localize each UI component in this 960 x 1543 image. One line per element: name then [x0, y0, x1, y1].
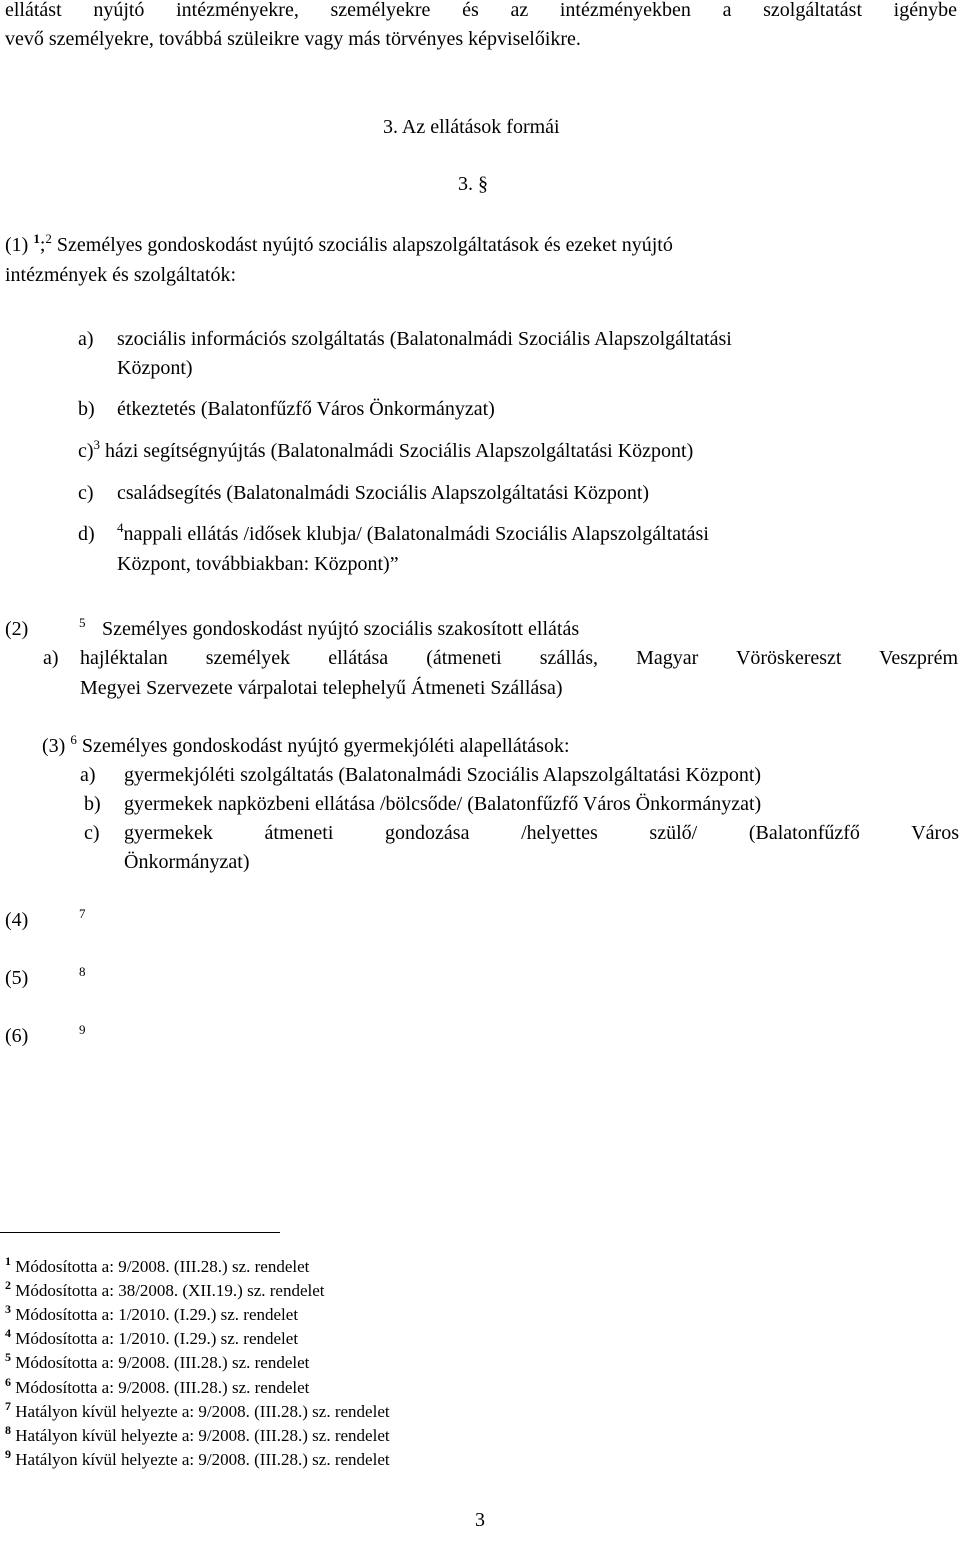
p2-item-a-line-2: Megyei Szervezete várpalotai telephelyű Átmeneti Szállása)	[80, 677, 563, 699]
footnote-number: 8	[5, 1423, 11, 1437]
footnote-number: 3	[5, 1302, 11, 1316]
p1-item-a-line-2: Központ)	[117, 357, 193, 379]
p3-item-b-letter: b)	[84, 793, 101, 815]
p1-item-a-letter: a)	[78, 328, 94, 350]
footnote-number: 9	[5, 1447, 11, 1461]
p1-item-d-line-1	[117, 522, 709, 546]
p3-number: (3)	[42, 735, 66, 757]
intro-line-2: vevő személyekre, továbbá szüleikre vagy más törvényes képviselőikre.	[5, 28, 581, 50]
p1-item-d-line-2: Központ, továbbiakban: Központ)”	[117, 553, 399, 575]
paragraph-mark: 3. §	[458, 173, 488, 195]
footnote-ref-2[interactable]: 2	[45, 231, 52, 246]
footnote-text: Hatályon kívül helyezte a: 9/2008. (III.28.) sz. rendelet	[15, 1450, 390, 1469]
p5-number: (5)	[5, 967, 29, 989]
footnote-number: 7	[5, 1399, 11, 1413]
section-heading: 3. Az ellátások formái	[383, 116, 560, 138]
p1-line-2: intézmények és szolgáltatók:	[5, 264, 237, 286]
p6-number: (6)	[5, 1025, 29, 1047]
footnote-text: Módosította a: 9/2008. (III.28.) sz. rendelet	[15, 1353, 310, 1372]
p2-text: Személyes gondoskodást nyújtó szociális szakosított ellátás	[102, 618, 580, 640]
p1-line-1	[5, 233, 673, 257]
footnote-ref-5[interactable]: 5	[79, 615, 86, 630]
p3-line	[42, 734, 570, 758]
footnote	[5, 1423, 390, 1446]
footnote-ref-4[interactable]: 4	[117, 520, 124, 535]
p3-item-b-text: gyermekek napközbeni ellátása /bölcsőde/ (Balatonfűzfő Város Önkormányzat)	[124, 793, 762, 815]
p1-item-d-text-1: nappali ellátás /idősek klubja/ (Balatonalmádi Szociális Alapszolgáltatási	[123, 523, 709, 545]
footnote	[5, 1399, 390, 1422]
intro-line-1: ellátást nyújtó intézményekre, személyekre és az intézményekben a szolgáltatást igénybe	[5, 0, 957, 21]
p4-sup-wrap	[79, 908, 86, 932]
p1-item-b-text: étkeztetés (Balatonfűzfő Város Önkormányzat)	[117, 398, 495, 420]
footnote-ref-9[interactable]: 9	[79, 1022, 86, 1037]
p3-item-c-line-1: gyermekek átmeneti gondozása /helyettes szülő/ (Balatonfűzfő Város	[124, 822, 959, 844]
footnote	[5, 1447, 390, 1470]
footnote	[5, 1302, 299, 1325]
p3-item-c-line-2: Önkormányzat)	[124, 851, 250, 873]
p1-item-a-line-1: szociális információs szolgáltatás (Balatonalmádi Szociális Alapszolgáltatási	[117, 328, 732, 350]
p1-item-c2-letter: c)	[78, 482, 94, 504]
footnote-ref-3[interactable]: 3	[93, 437, 101, 452]
footnote-text: Módosította a: 9/2008. (III.28.) sz. rendelet	[15, 1378, 310, 1397]
p4-number: (4)	[5, 909, 29, 931]
p5-sup-wrap	[79, 966, 86, 990]
footnote-number: 2	[5, 1278, 11, 1292]
p1-item-d-letter: d)	[78, 523, 95, 545]
footnote-number: 6	[5, 1375, 11, 1389]
p6-sup-wrap	[79, 1024, 86, 1048]
p1-item-c2-text: családsegítés (Balatonalmádi Szociális Alapszolgáltatási Központ)	[117, 482, 650, 504]
p3-item-c-letter: c)	[84, 822, 100, 844]
footnote-ref-7[interactable]: 7	[79, 906, 86, 921]
p2-item-a-letter: a)	[43, 647, 59, 669]
p1-text-1: Személyes gondoskodást nyújtó szociális alapszolgáltatások és ezeket nyújtó	[56, 234, 673, 256]
footnote-text: Módosította a: 1/2010. (I.29.) sz. rendelet	[15, 1329, 299, 1348]
footnote	[5, 1375, 310, 1398]
footnote	[5, 1254, 310, 1277]
footnote-separator	[0, 1232, 280, 1233]
footnote-text: Hatályon kívül helyezte a: 9/2008. (III.28.) sz. rendelet	[15, 1426, 390, 1445]
p2-item-a-line-1: hajléktalan személyek ellátása (átmeneti szállás, Magyar Vöröskereszt Veszprém	[80, 647, 958, 669]
footnote-ref-8[interactable]: 8	[79, 964, 86, 979]
footnote-text: Módosította a: 38/2008. (XII.19.) sz. rendelet	[15, 1281, 325, 1300]
footnote-text: Módosította a: 9/2008. (III.28.) sz. rendelet	[15, 1257, 310, 1276]
p1-number: (1)	[5, 234, 29, 256]
p2-sup-wrap	[79, 617, 86, 641]
footnote-number: 5	[5, 1350, 11, 1364]
footnote	[5, 1350, 310, 1373]
p1-item-c1-letter: c)	[78, 440, 94, 462]
footnote-number: 4	[5, 1326, 11, 1340]
p1-item-b-letter: b)	[78, 398, 95, 420]
p2-number: (2)	[5, 618, 29, 640]
p3-item-a-text: gyermekjóléti szolgáltatás (Balatonalmádi Szociális Alapszolgáltatási Központ)	[124, 764, 762, 786]
footnote-text: Módosította a: 1/2010. (I.29.) sz. rendelet	[15, 1305, 299, 1324]
p1-item-c1-text: házi segítségnyújtás (Balatonalmádi Szociális Alapszolgáltatási Központ)	[105, 440, 694, 462]
footnote	[5, 1278, 325, 1301]
p3-text: Személyes gondoskodást nyújtó gyermekjóléti alapellátások:	[81, 735, 570, 757]
footnote-ref-6[interactable]: 6	[70, 732, 77, 747]
page-number: 3	[475, 1509, 485, 1531]
footnote	[5, 1326, 299, 1349]
p1-item-c1	[78, 439, 693, 463]
footnote-text: Hatályon kívül helyezte a: 9/2008. (III.28.) sz. rendelet	[15, 1402, 390, 1421]
p1-sep: ;	[39, 234, 46, 256]
p3-item-a-letter: a)	[80, 764, 96, 786]
footnote-number: 1	[5, 1254, 11, 1268]
footnote-ref-1[interactable]: 1	[33, 231, 40, 246]
